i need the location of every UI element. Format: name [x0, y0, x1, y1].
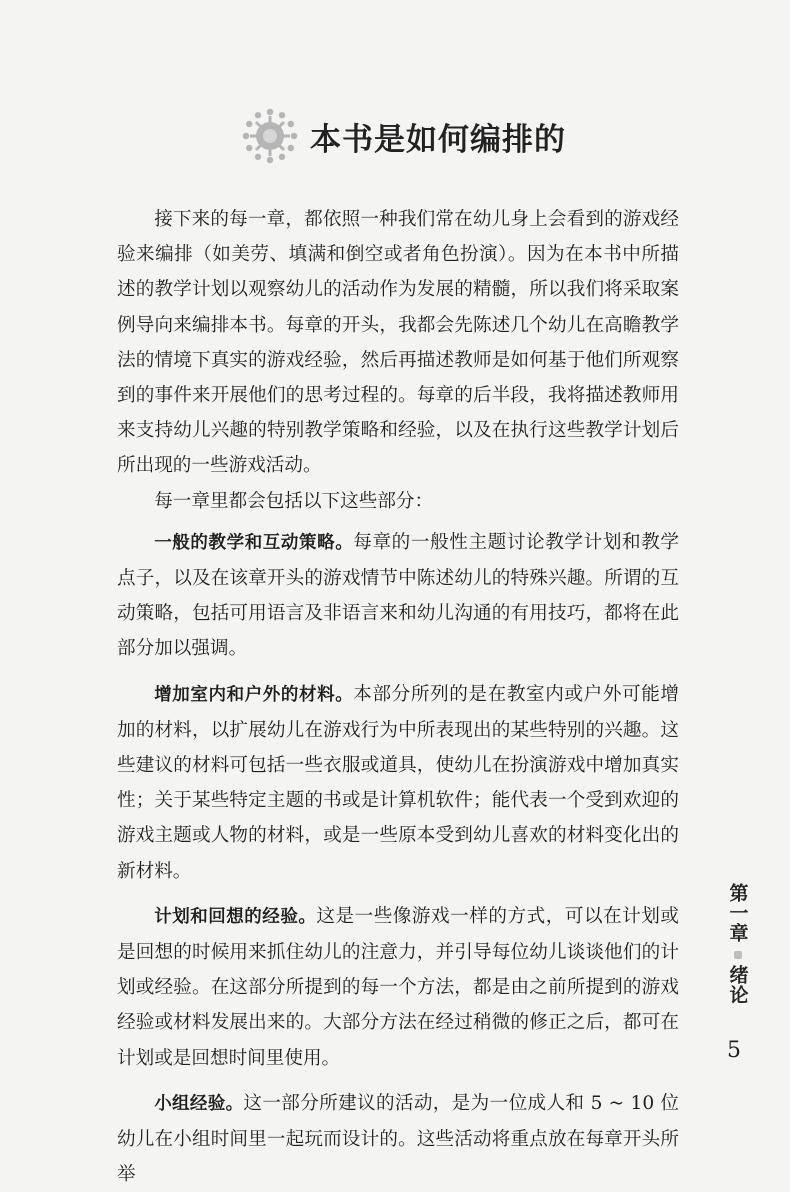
paragraph-text: 本部分所列的是在教室内或户外可能增加的材料，以扩展幼儿在游戏行为中所表现出的某些特别的兴趣。这些建议的材料可包括一些衣服或道具，使幼儿在扮演游戏中增加真实性；关于某些特定主题的书或是计算机软件；能代表一个受到欢迎的游戏主题或人物的材料，或是一些原本受到幼儿喜欢的材料变化出的新材料。 [117, 683, 679, 882]
paragraph [117, 484, 679, 519]
chapter-label: 第一章 [726, 883, 749, 943]
section-title: 计划和回想的经验。 [154, 906, 317, 927]
section-title: 小组经验。 [154, 1093, 244, 1114]
paragraph [117, 202, 679, 484]
section-paragraph [117, 677, 679, 889]
section-paragraph [117, 1086, 679, 1192]
sun-ornament-icon [240, 106, 300, 166]
paragraph-text: 每一章里都会包括以下这些部分： [154, 490, 434, 512]
paragraph-text: 这一部分所建议的活动，是为一位成人和 5 ~ 10 位幼儿在小组时间里一起玩而设计的。这些活动将重点放在每章开头所举 [117, 1092, 680, 1186]
body-text [117, 202, 679, 1192]
chapter-dot [734, 951, 742, 959]
section-heading [240, 106, 566, 166]
page-title: 本书是如何编排的 [310, 121, 566, 158]
section-title: 增加室内和户外的材料。 [154, 684, 354, 705]
page-number: 5 [727, 1038, 741, 1063]
paragraph-text: 这是一些像游戏一样的方式，可以在计划或是回想的时候用来抓住幼儿的注意力，并引导每位幼儿谈谈他们的计划或经验。在这部分所提到的每一个方法，都是由之前所提到的游戏经验或材料发展出来的。大部分方法在经过稍微的修正之后，都可在计划或是回想时间里使用。 [117, 905, 679, 1069]
chapter-name: 绪论 [726, 965, 749, 1005]
chapter-side-tab [717, 883, 759, 1005]
section-title: 一般的教学和互动策略。 [154, 532, 354, 553]
paragraph-text: 接下来的每一章，都依照一种我们常在幼儿身上会看到的游戏经验来编排（如美劳、填满和倒空或者角色扮演）。因为在本书中所描述的教学计划以观察幼儿的活动作为发展的精髓，所以我们将采取案例导向来编排本书。每章的开头，我都会先陈述几个幼儿在高瞻教学法的情境下真实的游戏经验，然后再描述教师是如何基于他们所观察到的事件来开展他们的思考过程的。每章的后半段，我将描述教师用来支持幼儿兴趣的特别教学策略和经验，以及在执行这些教学计划后所出现的一些游戏活动。 [117, 209, 679, 477]
paragraph-text: 每章的一般性主题讨论教学计划和教学点子，以及在该章开头的游戏情节中陈述幼儿的特殊兴趣。所谓的互动策略，包括可用语言及非语言来和幼儿沟通的有用技巧，都将在此部分加以强调。 [117, 531, 679, 660]
section-paragraph [117, 525, 679, 667]
section-paragraph [117, 899, 679, 1076]
